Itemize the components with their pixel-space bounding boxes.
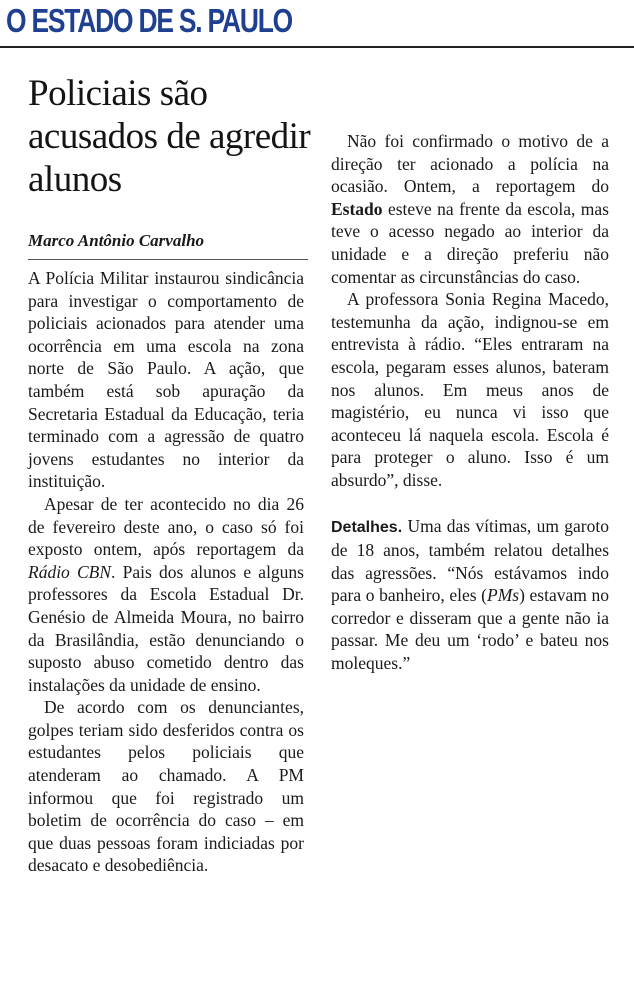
- paragraph: A Polícia Militar instaurou sindicância para investigar o comportamento de policiais acionados para atender uma ocorrência em uma escola na zona norte de São Paulo. A ação, que também está sob apuração da Secretaria Estadual da Educação, teria terminado com a agressão de quatro jovens estudantes no interior da instituição.: [28, 268, 304, 492]
- byline-rule: [28, 259, 308, 260]
- masthead-rule: [0, 46, 634, 48]
- masthead: O ESTADO DE S. PAULO: [6, 2, 292, 39]
- text-span: . Pais dos alunos e alguns professores da Escola Estadual Dr. Genésio de Almeida Moura, no bairro da Brasilândia, estão denunciando o suposto abuso cometido dentro das instalações da unidade de ensino.: [28, 561, 304, 695]
- newspaper-name: Estado: [331, 198, 383, 219]
- paragraph: De acordo com os denunciantes, golpes teriam sido desferidos contra os estudantes pelos policiais que atenderam ao chamado. A PM informou que foi registrado um boletim de ocorrência do caso – em que duas pessoas foram indiciadas por desacato e desobediência.: [28, 697, 304, 876]
- text-span: Não foi confirmado o motivo de a direção ter acionado a polícia na ocasião. Ontem, a reportagem do: [331, 131, 609, 197]
- paragraph: [331, 130, 609, 288]
- paragraph: A professora Sonia Regina Macedo, testemunha da ação, indignou-se em entrevista à rádio. “Eles entraram na escola, pegaram esses alunos, bateram nos alunos. Em meus anos de magistério, eu nunca vi isso que aconteceu lá naquela escola. Escola é para proteger o aluno. Isso é um absurdo”, disse.: [331, 289, 609, 490]
- text-span: esteve na frente da escola, mas teve o acesso negado ao interior da unidade e a direção preferiu não comentar as circunstâncias do caso.: [331, 198, 609, 287]
- article-column-right: [331, 130, 609, 675]
- headline: Policiais são acusados de agredir alunos: [28, 73, 311, 200]
- radio-name: Rádio CBN: [28, 561, 112, 582]
- byline: Marco Antônio Carvalho: [28, 231, 205, 250]
- text-span: Apesar de ter acontecido no dia 26 de fevereiro deste ano, o caso só foi exposto ontem, após reportagem da: [28, 493, 304, 560]
- pms-term: PMs: [487, 585, 520, 606]
- text-span: ) estavam no corredor e disseram que a gente não ia passar. Me deu um ‘rodo’ e bateu nos moleques.”: [331, 585, 609, 674]
- paragraph: [331, 515, 609, 675]
- section-lead: Detalhes.: [331, 518, 403, 536]
- article-column-left: [28, 267, 304, 877]
- text-span: Uma das vítimas, um garoto de 18 anos, também relatou detalhes das agressões. “Nós estávamos indo para o banheiro, eles (: [331, 515, 609, 606]
- paragraph: [28, 493, 304, 696]
